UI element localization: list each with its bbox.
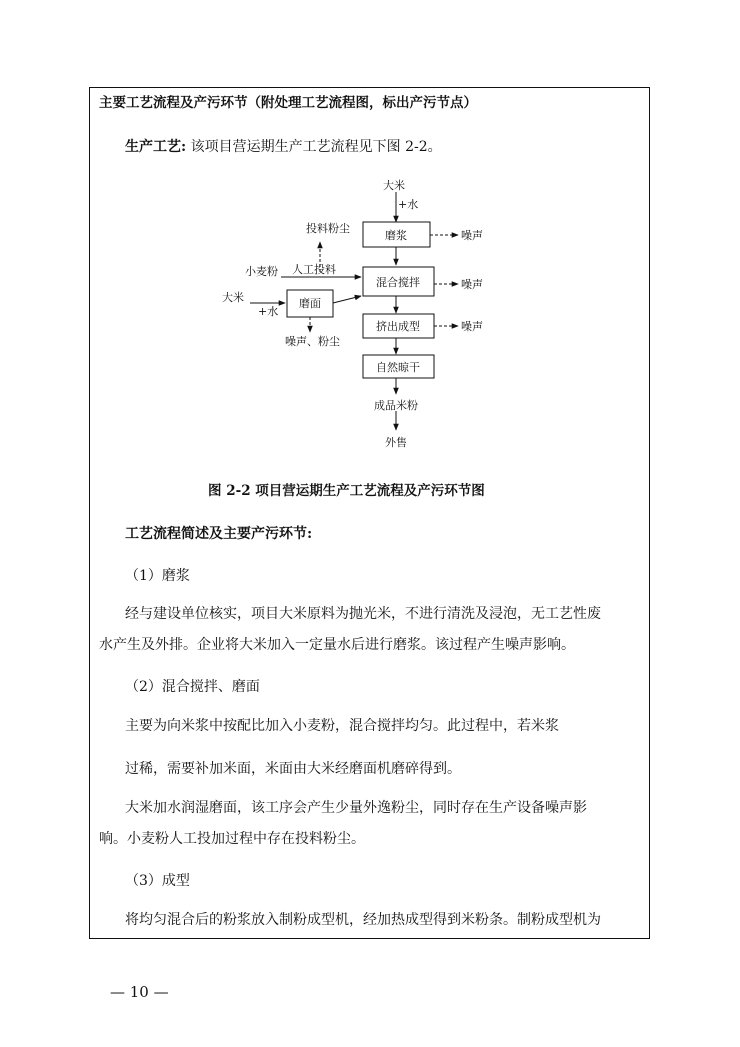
production-label: 生产工艺: xyxy=(125,139,187,155)
extrude-label: 挤出成型 xyxy=(376,320,420,333)
step-1-line-1: 经与建设单位核实，项目大米原料为抛光米，不进行清洗及浸泡，无工艺性废 xyxy=(125,606,601,622)
grind-label: 磨面 xyxy=(299,297,321,310)
sale-label: 外售 xyxy=(385,436,407,449)
section-title: 主要工艺流程及产污环节（附处理工艺流程图，标出产污节点） xyxy=(99,95,477,111)
feed-dust-label: 投料粉尘 xyxy=(306,222,350,235)
step-2-line-1: 主要为向米浆中按配比加入小麦粉，混合搅拌均匀。此过程中，若米浆 xyxy=(125,718,559,734)
mix-label: 混合搅拌 xyxy=(376,276,420,289)
summary-heading: 工艺流程简述及主要产污环节: xyxy=(125,526,313,542)
step-3-line-1: 将均匀混合后的粉浆放入制粉成型机，经加热成型得到米粉条。制粉成型机为 xyxy=(125,912,601,928)
step-2-heading: （2）混合搅拌、磨面 xyxy=(125,679,260,695)
dry-label: 自然晾干 xyxy=(376,361,420,374)
step-2-line-4: 响。小麦粉人工投加过程中存在投料粉尘。 xyxy=(99,831,365,847)
noise-label-1: 噪声 xyxy=(461,229,483,242)
product-label: 成品米粉 xyxy=(374,399,418,412)
grind-to-mix-arrow xyxy=(333,296,361,303)
step-3-heading: （3）成型 xyxy=(125,873,190,889)
step-1-heading: （1）磨浆 xyxy=(125,568,190,584)
grind-emission-label: 噪声、粉尘 xyxy=(285,335,340,348)
noise-label-3: 噪声 xyxy=(461,320,483,333)
noise-label-2: 噪声 xyxy=(461,278,483,291)
pulp-label: 磨浆 xyxy=(385,229,407,242)
figure-caption: 图 2-2 项目营运期生产工艺流程及产污环节图 xyxy=(208,483,485,499)
step-1-line-2: 水产生及外排。企业将大米加入一定量水后进行磨浆。该过程产生噪声影响。 xyxy=(99,637,575,653)
water-top-label: +水 xyxy=(398,198,419,211)
manual-feed-label: 人工投料 xyxy=(292,263,336,276)
step-2-line-2: 过稀，需要补加米面，米面由大米经磨面机磨碎得到。 xyxy=(125,761,461,777)
wheat-flour-label: 小麦粉 xyxy=(245,265,278,278)
water-left-label: +水 xyxy=(258,305,279,318)
rice-top-label: 大米 xyxy=(383,179,405,192)
page-number: — 10 — xyxy=(110,983,169,1001)
production-text: 该项目营运期生产工艺流程见下图 2-2。 xyxy=(190,139,442,155)
step-2-line-3: 大米加水润湿磨面，该工序会产生少量外逸粉尘，同时存在生产设备噪声影 xyxy=(125,800,587,816)
rice-left-label: 大米 xyxy=(222,291,244,304)
